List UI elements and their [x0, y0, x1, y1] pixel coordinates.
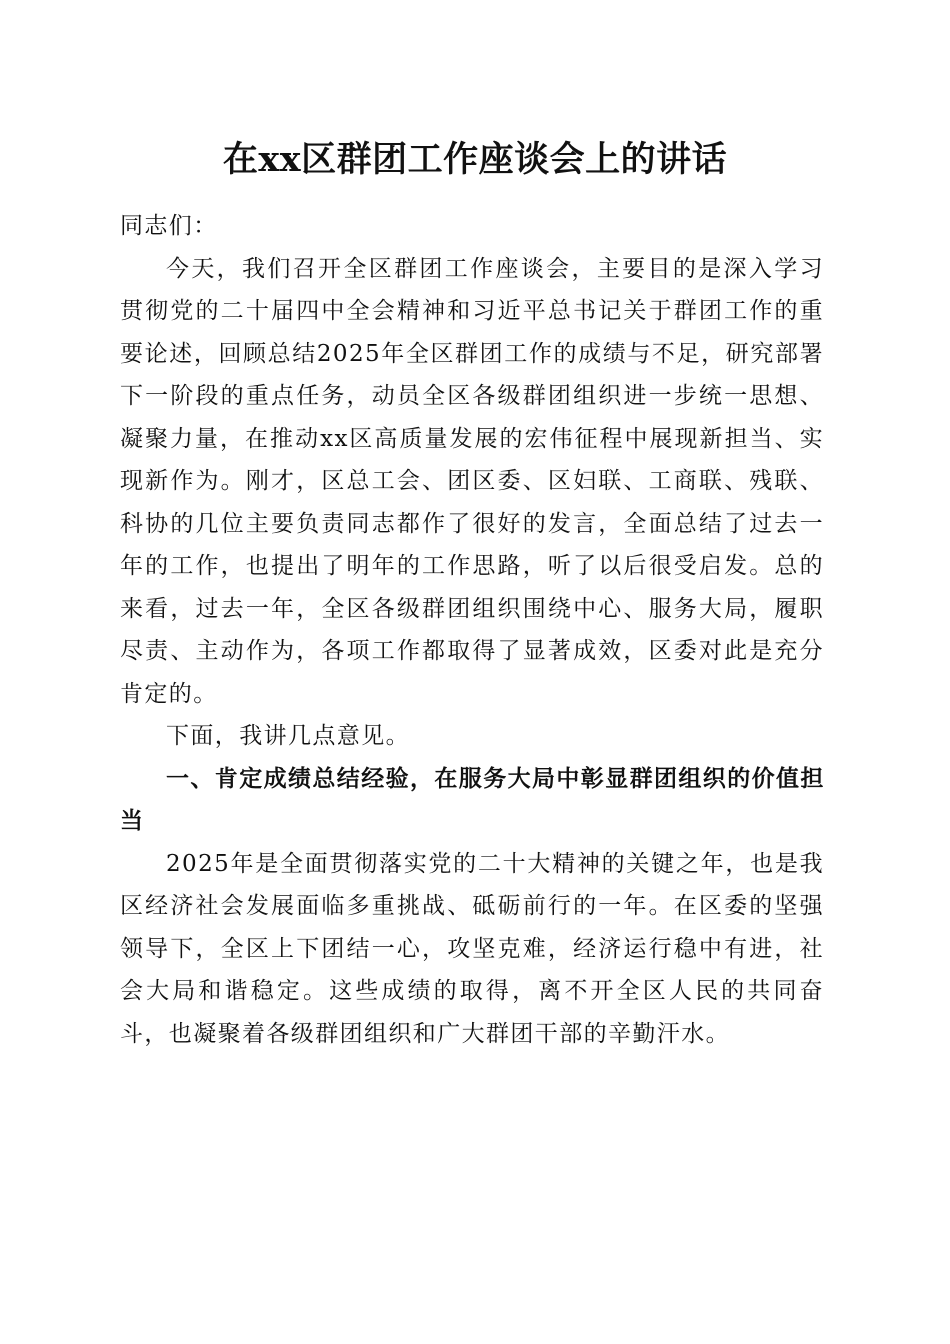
document-body	[120, 205, 824, 1055]
paragraph-opening: 今天，我们召开全区群团工作座谈会，主要目的是深入学习贯彻党的二十届四中全会精神和习近平总书记关于群团工作的重要论述，回顾总结2025年全区群团工作的成绩与不足，研究部署下一阶段的重点任务，动员全区各级群团组织进一步统一思想、凝聚力量，在推动xx区高质量发展的宏伟征程中展现新担当、实现新作为。刚才，区总工会、团区委、区妇联、工商联、残联、科协的几位主要负责同志都作了很好的发言，全面总结了过去一年的工作，也提出了明年的工作思路，听了以后很受启发。总的来看，过去一年，全区各级群团组织围绕中心、服务大局，履职尽责、主动作为，各项工作都取得了显著成效，区委对此是充分肯定的。	[120, 255, 824, 707]
paragraph-section-1: 2025年是全面贯彻落实党的二十大精神的关键之年，也是我区经济社会发展面临多重挑战、砥砺前行的一年。在区委的坚强领导下，全区上下团结一心，攻坚克难，经济运行稳中有进，社会大局和谐稳定。这些成绩的取得，离不开全区人民的共同奋斗，也凝聚着各级群团组织和广大群团干部的辛勤汗水。	[120, 850, 824, 1047]
salutation: 同志们：	[120, 213, 218, 239]
section-heading-1: 一、肯定成绩总结经验，在服务大局中彰显群团组织的价值担当	[120, 765, 824, 834]
document-title: 在xx区群团工作座谈会上的讲话	[222, 139, 728, 180]
paragraph-transition: 下面，我讲几点意见。	[166, 723, 410, 749]
